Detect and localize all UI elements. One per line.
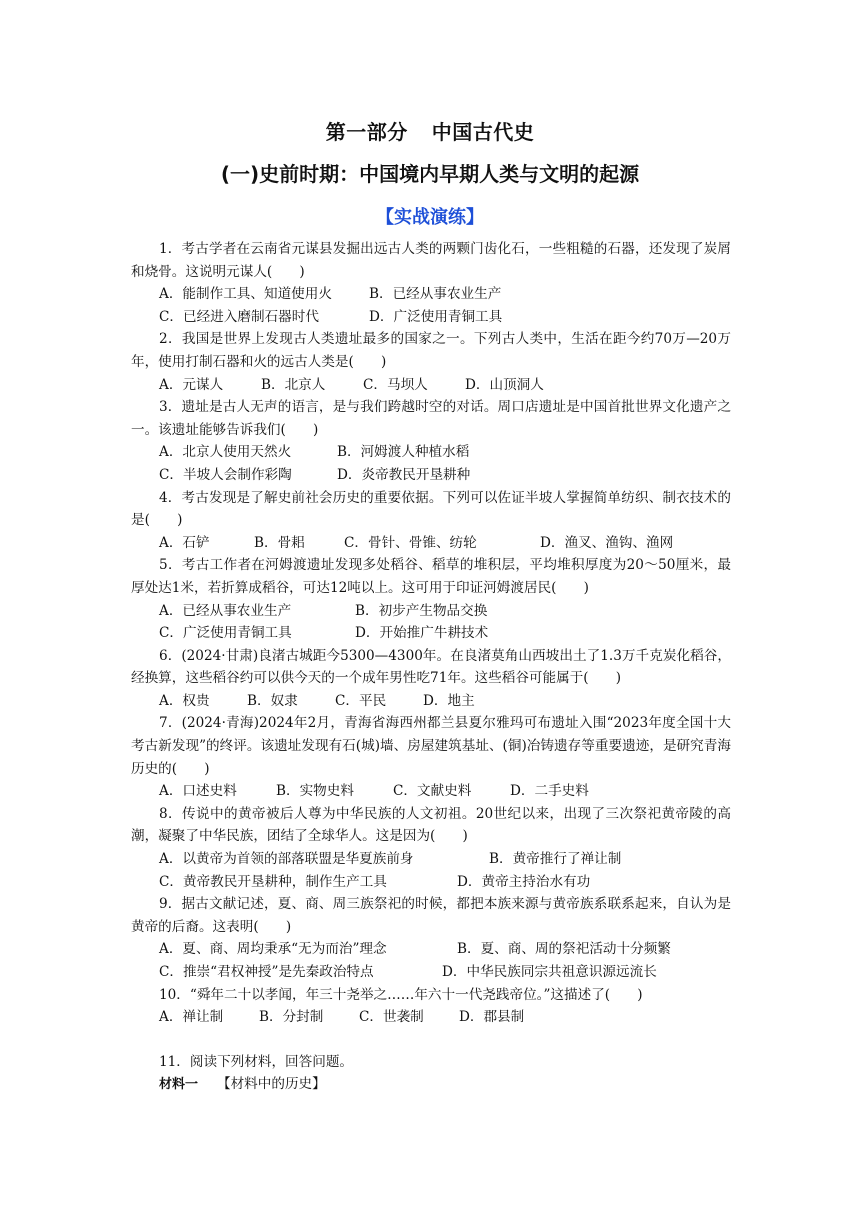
option-b: B．奴隶 bbox=[247, 692, 298, 709]
question-options bbox=[159, 1006, 731, 1029]
option-b: B．实物史料 bbox=[276, 783, 354, 800]
section-tag: 【实战演练】 bbox=[376, 207, 484, 228]
option-d: D．黄帝主持治水有功 bbox=[457, 873, 591, 890]
option-a: A．以黄帝为首领的部落联盟是华夏族前身 bbox=[159, 851, 414, 868]
part-title bbox=[0, 116, 860, 145]
question-stem: 2．我国是世界上发现古人类遗址最多的国家之一。下列古人类中，生活在距今约70万—20万年，使用打制石器和火的远古人类是( ) bbox=[131, 331, 731, 370]
option-a: A．夏、商、周均秉承“无为而治”理念 bbox=[159, 941, 387, 958]
question-stem: 6．(2024·甘肃)良渚古城距今5300—4300年。在良渚莫角山西坡出土了1.3万千克炭化稻谷，经换算，这些稻谷约可以供今天的一个成年男性吃71年。这些稻谷可能属于( ) bbox=[131, 647, 731, 687]
material-heading bbox=[159, 1073, 731, 1097]
option-a: A．能制作工具、知道使用火 bbox=[159, 286, 332, 303]
option-d: D．渔叉、渔钩、渔网 bbox=[540, 534, 674, 551]
option-a: A．石铲 bbox=[159, 534, 210, 551]
option-b: B．河姆渡人种植水稻 bbox=[337, 444, 470, 461]
option-c: C．已经进入磨制石器时代 bbox=[159, 308, 319, 325]
question-options bbox=[159, 374, 731, 397]
option-d: D．郡县制 bbox=[459, 1009, 525, 1026]
question-options bbox=[159, 961, 731, 984]
option-c: C．广泛使用青铜工具 bbox=[159, 625, 292, 642]
question-stem: 8．传说中的黄帝被后人尊为中华民族的人文初祖。20世纪以来，出现了三次祭祀黄帝陵的高潮，凝聚了中华民族，团结了全球华人。这是因为( ) bbox=[131, 805, 731, 845]
option-c: C．骨针、骨锥、纺轮 bbox=[344, 534, 477, 551]
option-c: C．文献史料 bbox=[393, 783, 472, 800]
question-stem: 9．据古文献记述，夏、商、周三族祭祀的时候，都把本族来源与黄帝族系联系起来，自认为是黄帝的后裔。这表明( ) bbox=[131, 896, 731, 935]
question-stem: 10．“舜年二十以孝闻，年三十尧举之……年六十一代尧践帝位。”这描述了( ) bbox=[159, 986, 643, 1003]
option-d: D．中华民族同宗共祖意识源远流长 bbox=[442, 964, 657, 980]
question-options bbox=[159, 871, 731, 894]
option-a: A．禅让制 bbox=[159, 1009, 224, 1026]
option-c: C．马坝人 bbox=[363, 376, 428, 393]
chapter-title: (一)史前时期：中国境内早期人类与文明的起源 bbox=[220, 162, 640, 186]
option-b: B．初步产生物品交换 bbox=[355, 602, 488, 619]
option-d: D．山顶洞人 bbox=[465, 376, 544, 393]
question-options bbox=[159, 283, 731, 306]
option-a: A．北京人使用天然火 bbox=[159, 444, 292, 461]
option-d: D．广泛使用青铜工具 bbox=[369, 308, 503, 325]
option-a: A．已经从事农业生产 bbox=[159, 602, 292, 619]
question-stem: 1．考古学者在云南省元谋县发掘出远古人类的两颗门齿化石，一些粗糙的石器，还发现了炭屑和烧骨。这说明元谋人( ) bbox=[131, 241, 731, 280]
question-stem: 7．(2024·青海)2024年2月，青海省海西州都兰县夏尔雅玛可布遗址入围“2023年度全国十大考古新发现”的终评。该遗址发现有石(城)墙、房屋建筑基址、(铜)冶铸遗存等重要遗迹，是研究青海历史的( ) bbox=[131, 715, 731, 777]
question-options bbox=[159, 600, 731, 623]
question-options bbox=[159, 441, 731, 464]
part-title-name: 中国古代史 bbox=[431, 120, 535, 144]
material-title: 【材料中的历史】 bbox=[217, 1076, 326, 1093]
question-options bbox=[159, 848, 731, 871]
question-options bbox=[159, 938, 731, 961]
option-a: A．元谋人 bbox=[159, 376, 224, 393]
question-options bbox=[159, 306, 731, 329]
question-options bbox=[159, 532, 731, 555]
question-options bbox=[159, 780, 731, 803]
option-c: C．世袭制 bbox=[359, 1009, 424, 1026]
option-c: C．半坡人会制作彩陶 bbox=[159, 466, 292, 483]
option-b: B．黄帝推行了禅让制 bbox=[489, 851, 622, 868]
question-options bbox=[159, 464, 731, 487]
question-options bbox=[159, 622, 731, 645]
option-a: A．权贵 bbox=[159, 692, 210, 709]
option-d: D．开始推广牛耕技术 bbox=[355, 625, 489, 642]
option-a: A．口述史料 bbox=[159, 783, 237, 800]
question-stem: 5．考古工作者在河姆渡遗址发现多处稻谷、稻草的堆积层，平均堆积厚度为20～50厘米，最厚处达1米，若折算成稻谷，可达12吨以上。这可用于印证河姆渡居民( ) bbox=[131, 557, 731, 596]
question-options bbox=[159, 690, 731, 713]
question-stem: 3．遗址是古人无声的语言，是与我们跨越时空的对话。周口店遗址是中国首批世界文化遗产之一。该遗址能够告诉我们( ) bbox=[131, 399, 731, 438]
option-b: B．骨耜 bbox=[254, 534, 305, 551]
option-d: D．炎帝教民开垦耕种 bbox=[337, 466, 471, 483]
option-b: B．分封制 bbox=[259, 1009, 324, 1026]
option-b: B．北京人 bbox=[261, 376, 326, 393]
option-d: D．地主 bbox=[423, 692, 475, 709]
part-title-number: 第一部分 bbox=[325, 120, 408, 144]
option-c: C．推崇“君权神授”是先秦政治特点 bbox=[159, 964, 374, 980]
material-label: 材料一 bbox=[159, 1077, 199, 1093]
option-b: B．已经从事农业生产 bbox=[369, 286, 502, 303]
option-d: D．二手史料 bbox=[510, 783, 589, 800]
option-b: B．夏、商、周的祭祀活动十分频繁 bbox=[457, 941, 671, 958]
question-list bbox=[131, 238, 731, 1097]
question-stem: 4．考古发现是了解史前社会历史的重要依据。下列可以佐证半坡人掌握简单纺织、制衣技术的是( ) bbox=[131, 489, 731, 529]
question-11-stem: 11．阅读下列材料，回答问题。 bbox=[159, 1053, 354, 1070]
option-c: C．平民 bbox=[335, 692, 387, 709]
option-c: C．黄帝教民开垦耕种，制作生产工具 bbox=[159, 873, 387, 890]
